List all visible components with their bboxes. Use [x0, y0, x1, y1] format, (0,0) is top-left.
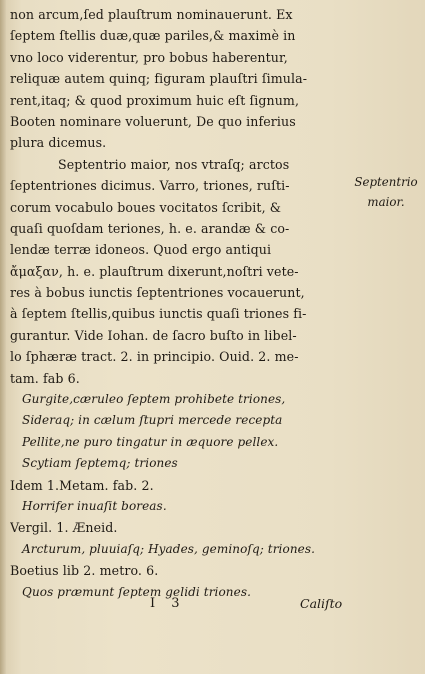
catchword: Caliſto [300, 596, 343, 611]
text-line: quaſi quoſdam teriones, h. e. arandæ & co- [10, 220, 290, 236]
text-line: non arcum,ſed plauſtrum nominauerunt. Ex [10, 7, 293, 22]
text-line: lendæ terræ idoneos. Quod ergo antiqui [10, 242, 272, 258]
text-line: lo ſphæræ tract. 2. in principio. Ouid. 2. me- [10, 349, 299, 365]
text-line: plura dicemus. [10, 135, 107, 151]
text-line: Horrifer inuaſit boreas. [22, 498, 167, 513]
text-line: corum vocabulo boues vocitatos ſcribit, & [10, 199, 282, 215]
text-line: Boetius lib 2. metro. 6. [10, 563, 159, 579]
text-line: tam. fab 6. [10, 370, 80, 386]
text-line: Pellite,ne puro tingatur in æquore pellex. [22, 434, 279, 449]
text-line: rent,itaq; & quod proximum huic eſt ſignum, [10, 92, 300, 108]
text-line: res à bobus iunctis ſeptentriones vocauerunt, [10, 285, 305, 301]
text-line: Scytiam ſeptemq; triones [22, 456, 178, 471]
page-footer [0, 596, 425, 620]
text-line: à ſeptem ſtellis,quibus iunctis quaſi triones fi- [10, 306, 307, 322]
text-line: ſeptentriones dicimus. Varro, triones, ruſti- [10, 178, 290, 194]
text-line: gurantur. Vide Iohan. de ſacro buſto in libel- [10, 327, 297, 343]
main-text-block [10, 4, 344, 603]
signature-mark: I 3 [150, 596, 186, 611]
text-line: Septentrio maior, nos vtraſq; arctos [58, 156, 290, 172]
text-line: reliquæ autem quinq; figuram plauſtri ſimula- [10, 71, 308, 87]
binding-gutter [0, 0, 6, 674]
marginal-note: Septentrio maior. [354, 175, 418, 209]
text-line: Sideraq; in cælum ſtupri mercede recepta [22, 413, 283, 428]
text-line: vno loco viderentur, pro bobus haberentur, [10, 49, 288, 65]
text-line: Vergil. 1. Æneid. [10, 520, 118, 536]
text-line: Arcturum, pluuiaſq; Hyades, geminoſq; triones. [22, 541, 316, 556]
text-line: Quos præmunt ſeptem gelidi triones. [22, 584, 251, 599]
text-line: ſeptem ſtellis duæ,quæ pariles,& maximè in [10, 28, 296, 44]
text-line: Booten nominare voluerunt, De quo inferius [10, 113, 296, 129]
text-line: Idem 1.Metam. fab. 2. [10, 477, 154, 493]
text-line: Gurgite,cæruleo ſeptem prohibete triones, [22, 392, 286, 407]
text-line: ἄμαξαν, h. e. plauſtrum dixerunt,noſtri vete- [10, 263, 299, 279]
